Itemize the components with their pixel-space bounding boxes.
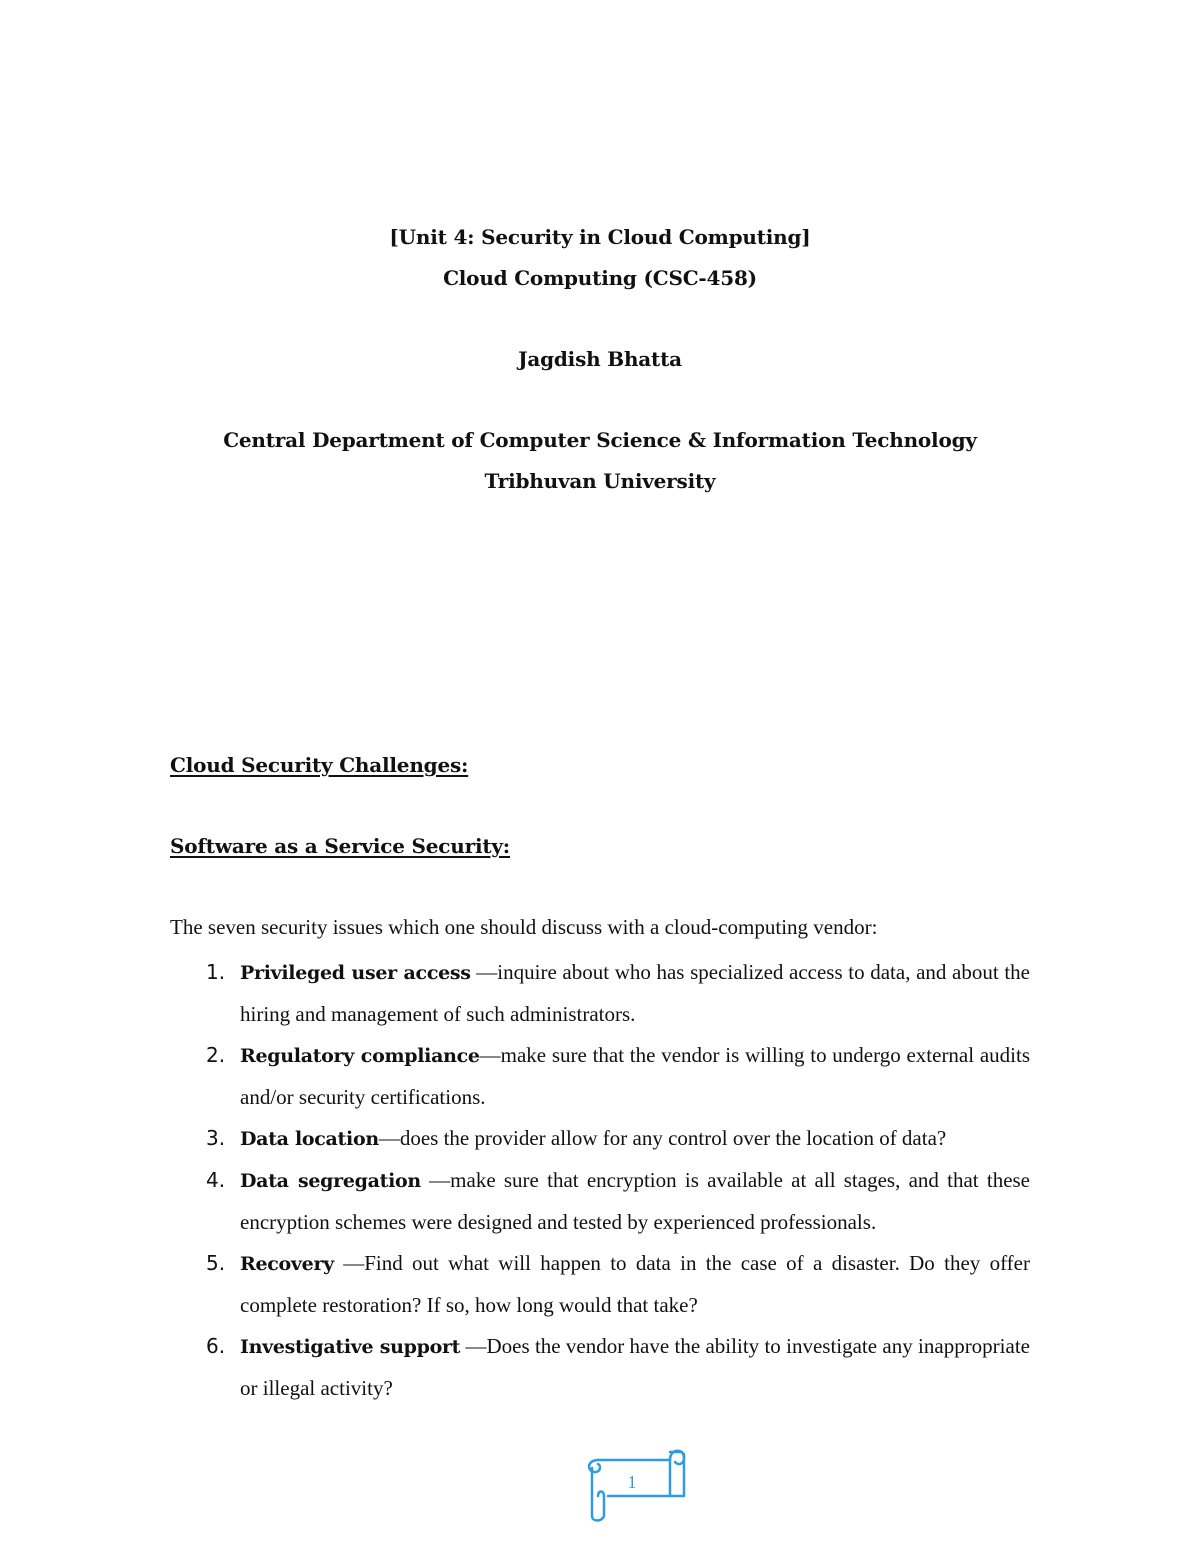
list-item-text: —make sure that encryption is available at all stages, and that these encryption schemes were designed and tested by experienced professionals. [240, 1168, 1031, 1234]
list-item-number: 5. [206, 1251, 226, 1275]
list-item-number: 1. [206, 960, 226, 984]
list-item-text: —make sure that the vendor is willing to undergo external audits and/or security certifications. [240, 1043, 1030, 1109]
list-item-number: 4. [206, 1168, 226, 1192]
section-heading-cloud-security-challenges: Cloud Security Challenges: [170, 753, 469, 777]
list-item-text: —Does the vendor have the ability to investigate any inappropriate or illegal activity? [240, 1334, 1030, 1400]
list-item-number: 6. [206, 1334, 226, 1358]
list-item-term: Data segregation [240, 1170, 421, 1192]
list-item [170, 952, 1030, 1035]
list-item-term: Investigative support [240, 1336, 461, 1358]
list-item-term: Regulatory compliance [240, 1045, 480, 1067]
list-item [170, 1326, 1030, 1409]
list-item-text: —inquire about who has specialized access to data, and about the hiring and management of such administrators. [240, 960, 1030, 1026]
author-name: Jagdish Bhatta [518, 347, 682, 371]
list-item [170, 1160, 1030, 1243]
section-heading-saas-security: Software as a Service Security: [170, 834, 510, 858]
page-number: 1 [627, 1472, 637, 1492]
course-title: Cloud Computing (CSC-458) [443, 266, 757, 290]
list-item [170, 1035, 1030, 1118]
list-item-term: Privileged user access [240, 962, 471, 984]
list-item-text: —does the provider allow for any control over the location of data? [378, 1126, 947, 1150]
list-item [170, 1118, 1030, 1160]
intro-paragraph: The seven security issues which one should discuss with a cloud-computing vendor: [170, 915, 878, 939]
unit-title: [Unit 4: Security in Cloud Computing] [389, 225, 811, 249]
security-issues-list [170, 952, 1030, 1409]
list-item-number: 2. [206, 1043, 226, 1067]
list-item-term: Recovery [240, 1253, 334, 1275]
list-item-number: 3. [206, 1126, 226, 1150]
list-item-text: —Find out what will happen to data in the case of a disaster. Do they offer complete restoration? If so, how long would that take? [240, 1251, 1030, 1317]
list-item-term: Data location [240, 1128, 379, 1150]
university-name: Tribhuvan University [484, 469, 716, 493]
department-name: Central Department of Computer Science & Information Technology [223, 428, 977, 452]
list-item [170, 1243, 1030, 1326]
